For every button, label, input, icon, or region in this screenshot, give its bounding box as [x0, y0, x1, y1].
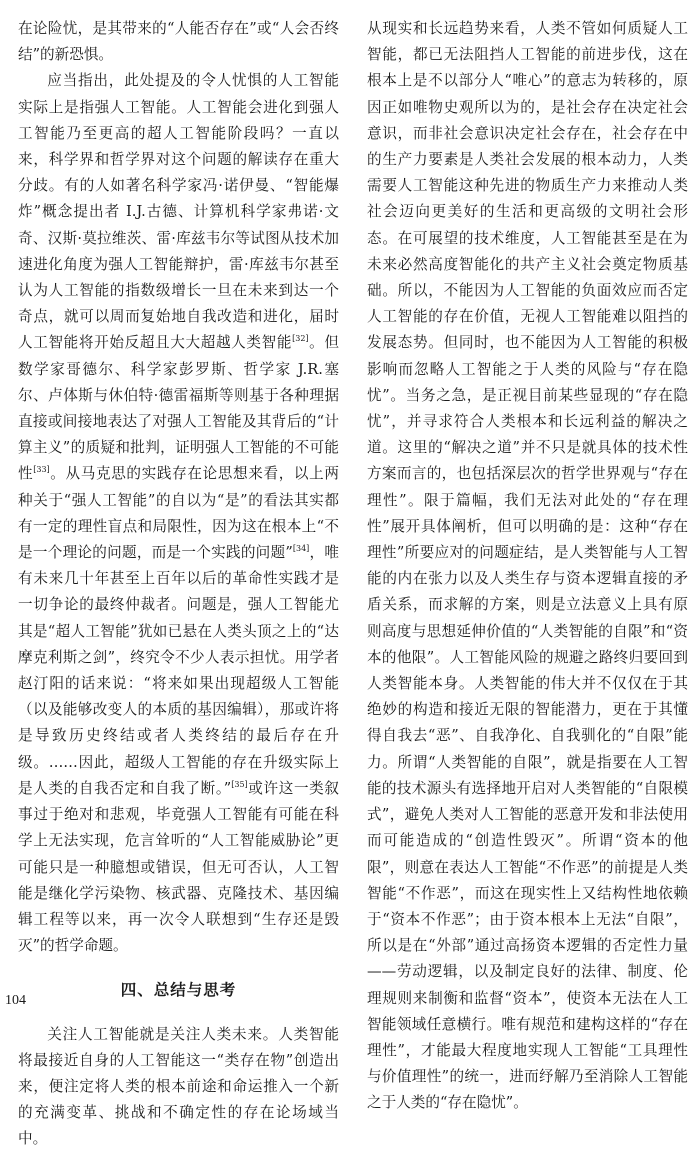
citation-32: [32]: [292, 334, 309, 344]
paragraph-conclusion-continued: 从现实和长远趋势来看，人类不管如何质疑人工智能，都已无法阻挡人工智能的前进步伐，这在根本上是不以部分人“唯心”的意志为转移的，原因正如唯物史观所以为的，是社会存在决定社会意识，而非社会意识决定社会存在，社会存在中的生产力要素是人类社会发展的根本动力，人类需要人工智能这种先进的物质生产力来推动人类社会迈向更美好的生活和更高级的文明社会形态。在可展望的技术维度，人工智能甚至是在为未来必然高度智能化的共产主义社会奠定物质基础。所以，不能因为人工智能的负面效应而否定人工智能的存在价值，无视人工智能难以阻挡的发展态势。但同时，也不能因为人工智能的积极影响而忽略人工智能之于人类的风险与“存在隐忧”。当务之急，是正视目前某些显现的“存在隐忧”，并寻求符合人类根本和长远利益的解决之道。这里的“解决之道”并不只是就具体的技术性方案而言的，也包括深层次的哲学世界观与“存在理性”。限于篇幅，我们无法对此处的“存在理性”展开具体阐析，但可以明确的是：这种“存在理性”所要应对的问题症结，是人类智能与人工智能的内在张力以及人类生存与资本逻辑直接的矛盾关系，而求解的方案，则是立法意义上具有原则高度与思想延伸价值的“人类智能的自限”和“资本的他限”。人工智能风险的规避之路终归要回到人类智能本身。人类智能的伟大并不仅仅在于其绝妙的构造和接近无限的智能潜力，更在于其懂得自我去“恶”、自我净化、自我驯化的“自限”能力。所谓“人类智能的自限”，就是指要在人工智能的技术源头有选择地开启对人类智能的“自限模式”，避免人类对人工智能的恶意开发和非法使用而可能造成的“创造性毁灭”。所谓“资本的他限”，则意在表达人工智能“不作恶”的前提是人类智能“不作恶”，而这在现实性上又结构性地依赖于“资本不作恶”；由于资本根本上无法“自限”，所以是在“外部”通过高扬资本逻辑的否定性力量——劳动逻辑，以及制定良好的法律、制度、伦理规则来制衡和监督“资本”，使资本无法在人工智能领域任意横行。唯有规范和建构这样的“存在理性”，才能最大程度地实现人工智能“工具理性与价值理性”的统一，进而纾解乃至消除人工智能之于人类的“存在隐忧”。: [367, 20, 688, 1112]
paragraph-conclusion-start: 关注人工智能就是关注人类未来。人类智能将最接近自身的人工智能这一“类存在物”创造出来，便注定将人类的根本前途和命运推入一个新的充满变革、挑战和不确定性的存在论场域当中。: [18, 1025, 339, 1148]
right-column: [367, 16, 688, 1117]
left-column: [18, 16, 339, 1153]
paragraph-continued: 在论险忧，是其带来的“人能否存在”或“人会否终结”的新恐惧。: [18, 20, 339, 64]
citation-34: [34]: [292, 544, 310, 554]
text-segment: 。从马克思的实践存在论思想来看，以上两种关于“强人工智能”的自以为“是”的看法其实都有一定的理性盲点和局限性，因为这在根本上“不是一个理论的问题，而是一个实践的问题”: [18, 465, 339, 562]
paragraph-strong-ai: [18, 68, 339, 959]
page-number: 104: [5, 993, 26, 1008]
text-segment: 。但数学家哥德尔、科学家彭罗斯、哲学家 J.R.塞尔、卢体斯与休伯特·德雷福斯等则基于各种理据直接或间接地表达了对强人工智能及其背后的“计算主义”的质疑和批判，证明强人工智能的不可能性: [18, 334, 339, 483]
section-heading: 四、总结与思考: [120, 981, 237, 1000]
citation-35: [35]: [231, 780, 248, 790]
text-segment: 或许这一类叙事过于绝对和悲观，毕竟强人工智能有可能在科学上无法实现，危言耸听的“人工智能威胁论”更可能只是一种臆想或错误，但无可否认，人工智能是继化学污染物、核武器、克隆技术、基因编辑工程等以来，再一次令人联想到“生存还是毁灭”的哲学命题。: [18, 779, 339, 955]
text-segment: ，唯有未来几十年甚至上百年以后的革命性实践才是一切争论的最终仲裁者。问题是，强人工智能尤其是“超人工智能”犹如已悬在人类头顶之上的“达摩克利斯之剑”，终究令不少人表示担忧。用学者赵汀阳的话来说：“将来如果出现超级人工智能（以及能够改变人的本质的基因编辑），那或许将是导致历史终结或者人类终结的最后存在升级。……因此，超级人工智能的存在升级实际上是人类的自我否定和自我了断。”: [18, 544, 339, 797]
text-segment: 应当指出，此处提及的令人忧惧的人工智能实际上是指强人工智能。人工智能会进化到强人工智能乃至更高的超人工智能阶段吗？一直以来，科学界和哲学界对这个问题的解读存在重大分歧。有的人如著名科学家冯·诺伊曼、“智能爆炸”概念提出者 I.J.古德、计算机科学家弗诺·文奇、汉斯·莫拉维茨、雷·库兹韦尔等试图从技术加速进化角度为强人工智能辩护，雷·库兹韦尔甚至认为人工智能的指数级增长一旦在未来到达一个奇点，就可以周而复始地自我改造和进化，届时人工智能将开始反超且大大超越人类智能: [18, 72, 339, 352]
citation-33: [33]: [33, 465, 50, 475]
